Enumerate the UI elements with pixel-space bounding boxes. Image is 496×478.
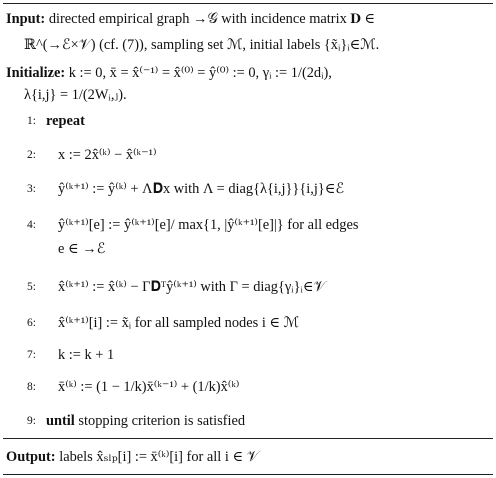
step-text: x̂⁽ᵏ⁺¹⁾[i] := x̃ᵢ for all sampled nodes i ∈ ℳ	[58, 315, 300, 331]
output-text: labels x̂ₛₗₚ[i] := x̄⁽ᵏ⁾[i] for all i ∈ 𝒱	[59, 449, 259, 465]
init-line-1	[6, 64, 490, 82]
step-number: 6:	[27, 317, 36, 329]
step-text: ŷ⁽ᵏ⁺¹⁾[e] := ŷ⁽ᵏ⁺¹⁾[e]/ max{1, |ŷ⁽ᵏ⁺¹⁾[e]|} for all edges	[58, 217, 359, 233]
step-number: 3:	[27, 183, 36, 195]
input-text-1: directed empirical graph →𝒢 with incidence matrix 𝐃 ∈	[48, 11, 376, 27]
bottom-rule	[3, 474, 493, 475]
step-text: x̂⁽ᵏ⁺¹⁾ := x̂⁽ᵏ⁾ − Γ𝐃ᵀŷ⁽ᵏ⁺¹⁾ with Γ = diag{γᵢ}ᵢ∈𝒱	[58, 279, 326, 295]
step-number: 8:	[27, 381, 36, 393]
step-text: x̄⁽ᵏ⁾ := (1 − 1/k)x̄⁽ᵏ⁻¹⁾ + (1/k)x̂⁽ᵏ⁾	[58, 379, 240, 395]
init-label: Initialize:	[6, 65, 66, 81]
step-number: 1:	[27, 115, 36, 127]
step-number: 2:	[27, 149, 36, 161]
init-text-1: k := 0, x̄ = x̂⁽⁻¹⁾ = x̂⁽⁰⁾ = ŷ⁽⁰⁾ := 0, γᵢ := 1/(2dᵢ),	[68, 65, 332, 81]
until-keyword: until	[46, 413, 75, 429]
until-condition: stopping criterion is satisfied	[74, 413, 246, 429]
step-text: repeat	[46, 113, 85, 129]
step-number: 5:	[27, 281, 36, 293]
step-number: 7:	[27, 349, 36, 361]
step-text: ŷ⁽ᵏ⁺¹⁾ := ŷ⁽ᵏ⁾ + Λ𝐃x with Λ = diag{λ{i,j}}{i,j}∈ℰ	[58, 181, 345, 197]
output-line	[6, 448, 490, 466]
output-rule	[3, 438, 493, 439]
input-label: Input:	[6, 11, 46, 27]
init-text-2: λ{i,j} = 1/(2Wᵢ,ⱼ).	[24, 87, 127, 103]
input-text-2: ℝ^(→ℰ×𝒱) (cf. (7)), sampling set ℳ, initial labels {x̃ᵢ}ᵢ∈ℳ.	[24, 37, 380, 53]
step-number: 9:	[27, 415, 36, 427]
step-text	[46, 412, 245, 430]
step-text: x := 2x̂⁽ᵏ⁾ − x̂⁽ᵏ⁻¹⁾	[58, 147, 157, 163]
top-rule	[3, 3, 493, 4]
step-text-continued: e ∈ →ℰ	[58, 241, 106, 257]
step-text: k := k + 1	[58, 347, 115, 363]
input-line-1	[6, 10, 490, 28]
step-number: 4:	[27, 219, 36, 231]
output-label: Output:	[6, 449, 56, 465]
